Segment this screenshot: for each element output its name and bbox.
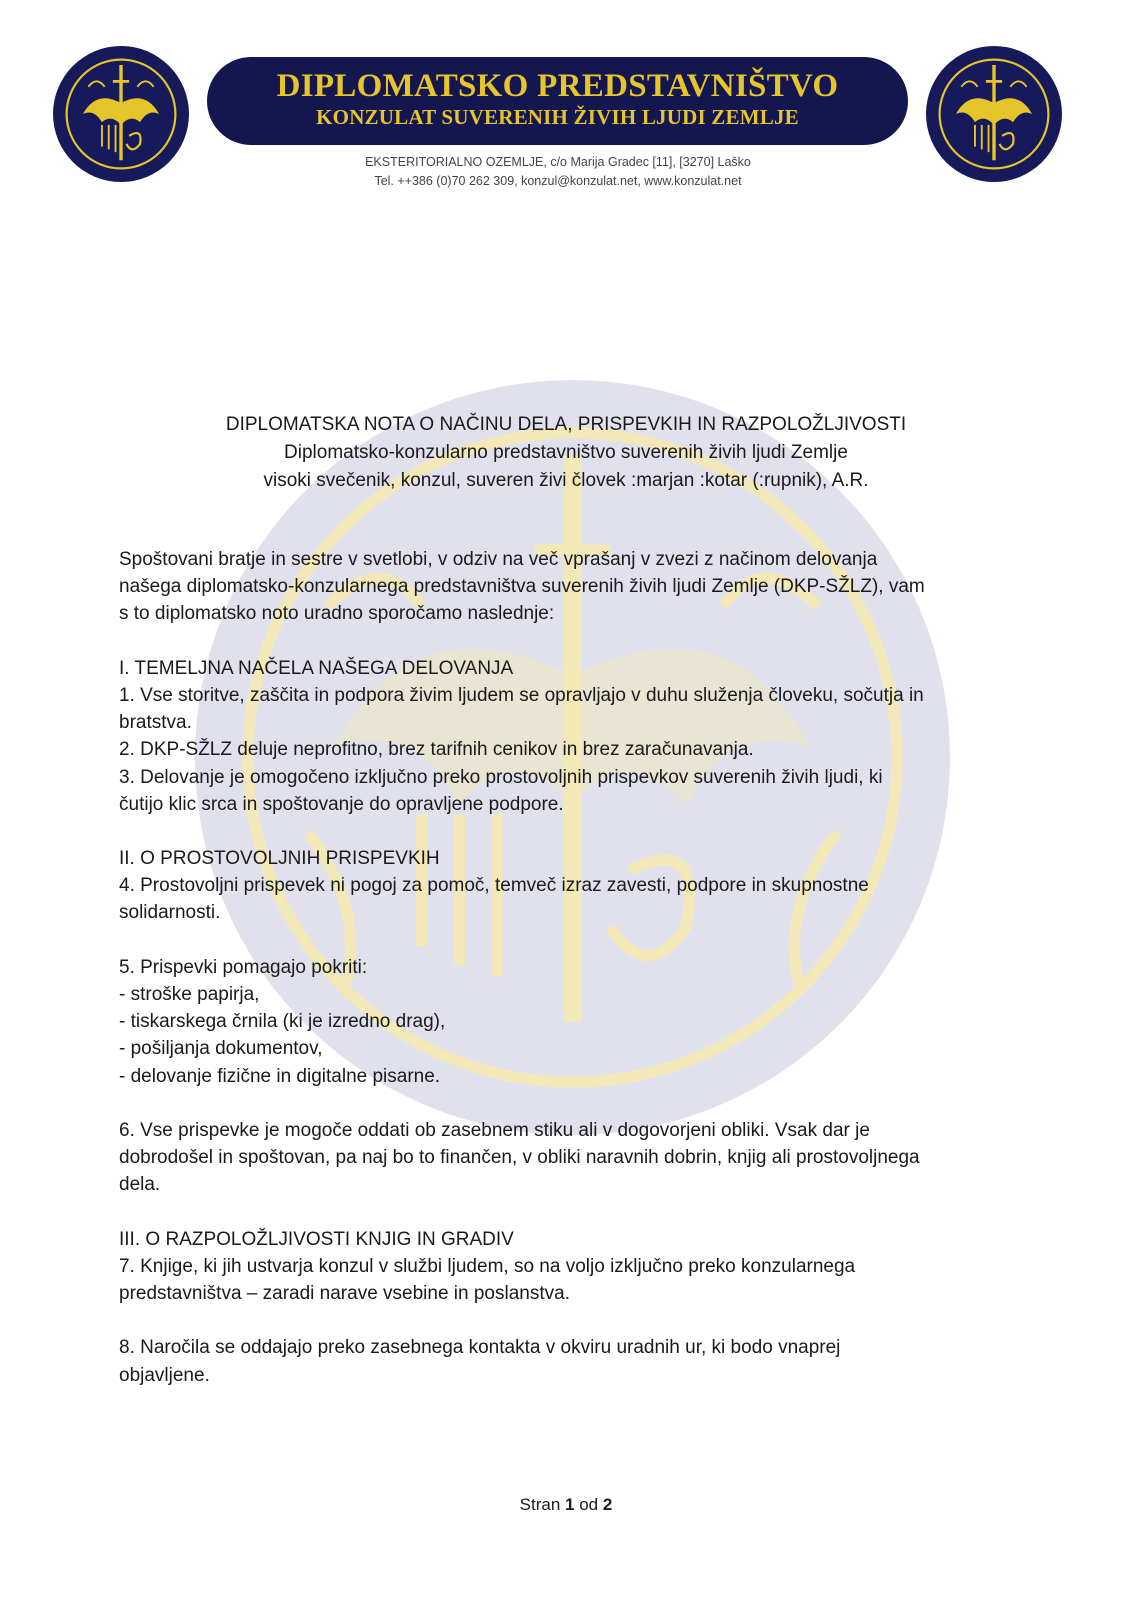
paragraph-line: objavljene. <box>119 1364 210 1386</box>
paragraph-line: dela. <box>119 1174 161 1196</box>
paragraph-line: bratstva. <box>119 712 192 734</box>
paragraph-line: 7. Knjige, ki jih ustvarja konzul v službi ljudem, so na voljo izključno preko konzularnega <box>119 1255 856 1277</box>
list-item: - delovanje fizične in digitalne pisarne. <box>119 1065 441 1087</box>
letterhead-contact: Tel. ++386 (0)70 262 309, konzul@konzulat.net, www.konzulat.net <box>374 174 742 188</box>
paragraph-line: solidarnosti. <box>119 902 221 924</box>
document-issuer: Diplomatsko-konzularno predstavništvo suverenih živih ljudi Zemlje <box>284 442 848 463</box>
list-item: - stroške papirja, <box>119 984 260 1005</box>
page-total: 2 <box>602 1495 613 1514</box>
list-item: - pošiljanja dokumentov, <box>119 1038 323 1060</box>
paragraph-line: čutijo klic srca in spoštovanje do opravljene podpore. <box>119 793 564 815</box>
paragraph-line: 2. DKP-SŽLZ deluje neprofitno, brez tarifnih cenikov in brez zaračunavanja. <box>119 739 754 761</box>
paragraph-line: predstavništva – zaradi narave vsebine in poslanstva. <box>119 1283 570 1305</box>
paragraph-line: dobrodošel in spoštovan, pa naj bo to finančen, v obliki naravnih dobrin, knjig ali prostovoljnega <box>119 1147 920 1169</box>
page-of: od <box>579 1495 599 1514</box>
paragraph-line: 5. Prispevki pomagajo pokriti: <box>119 956 368 978</box>
paragraph-line: 8. Naročila se oddajajo preko zasebnega kontakta v okviru uradnih ur, ki bodo vnaprej <box>119 1337 841 1359</box>
section-heading: I. TEMELJNA NAČELA NAŠEGA DELOVANJA <box>119 657 514 679</box>
intro-line: našega diplomatsko-konzularnega predstavništva suverenih živih ljudi Zemlje (DKP-SŽLZ), vam <box>119 576 925 598</box>
intro-line: s to diplomatsko noto uradno sporočamo naslednje: <box>119 603 555 625</box>
paragraph-line: 3. Delovanje je omogočeno izključno preko prostovoljnih prispevkov suverenih živih ljudi, ki <box>119 766 883 788</box>
document-signatory: visoki svečenik, konzul, suveren živi človek :marjan :kotar (:rupnik), A.R. <box>263 470 869 491</box>
list-item: - tiskarskega črnila (ki je izredno drag), <box>119 1011 446 1033</box>
paragraph-line: 6. Vse prispevke je mogoče oddati ob zasebnem stiku ali v dogovorjeni obliki. Vsak dar je <box>119 1119 870 1141</box>
document-title: DIPLOMATSKA NOTA O NAČINU DELA, PRISPEVKIH IN RAZPOLOŽLJIVOSTI <box>225 414 907 435</box>
paragraph-line: 1. Vse storitve, zaščita in podpora živim ljudem se opravljajo v duhu služenja človeku, sočutja in <box>119 684 924 706</box>
document-body <box>119 546 1019 1389</box>
letterhead-address: EKSTERITORIALNO OZEMLJE, c/o Marija Gradec [11], [3270] Laško <box>365 155 751 169</box>
letterhead-subtitle: KONZULAT SUVERENIH ŽIVIH LJUDI ZEMLJE <box>316 105 799 129</box>
page-label: Stran <box>519 1495 561 1514</box>
section-heading: II. O PROSTOVOLJNIH PRISPEVKIH <box>119 848 440 870</box>
page-number <box>400 1495 732 1515</box>
paragraph-line: 4. Prostovoljni prispevek ni pogoj za pomoč, temveč izraz zavesti, podpore in skupnostne <box>119 875 869 897</box>
letterhead-title: DIPLOMATSKO PREDSTAVNIŠTVO <box>276 68 839 104</box>
page-current: 1 <box>565 1495 575 1514</box>
intro-line: Spoštovani bratje in sestre v svetlobi, v odziv na več vprašanj v zvezi z načinom delovanja <box>119 549 878 570</box>
section-heading: III. O RAZPOLOŽLJIVOSTI KNJIG IN GRADIV <box>119 1228 514 1250</box>
